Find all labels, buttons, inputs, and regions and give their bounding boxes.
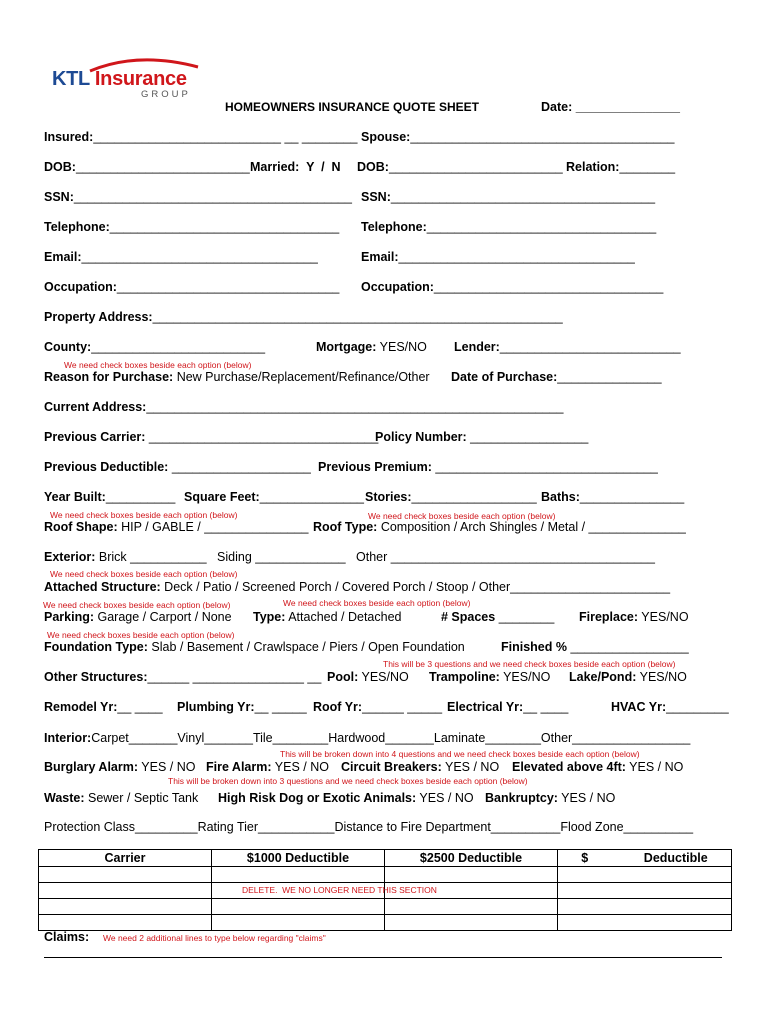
foundation-label: Foundation Type: [44,640,148,654]
married-label: Married: [250,160,300,174]
square-feet-field[interactable]: _______________ [259,490,364,504]
ssn-field[interactable]: ________________________________________ [73,190,352,204]
fire-alarm-label: Fire Alarm: [206,760,272,774]
table-cell[interactable] [212,899,385,915]
roof-yr-field[interactable]: ______ _____ [362,700,443,714]
table-header-2500: $2500 Deductible [385,850,558,867]
table-header-row [39,850,732,867]
property-address-row [44,310,563,325]
county-row [44,340,265,355]
hvac-label: HVAC Yr: [611,700,667,714]
logo-wordmark [52,68,187,91]
plumbing-field[interactable]: __ _____ [254,700,307,714]
burglary-row [44,760,195,775]
policy-number-row [375,430,588,445]
lender-label: Lender: [454,340,500,354]
roof-type-options[interactable]: Composition / Arch Shingles / Metal / ______________ [377,520,686,534]
roof-shape-label: Roof Shape: [44,520,118,534]
parking-options[interactable]: Garage / Carport / None [94,610,232,624]
hvac-field[interactable]: _________ [666,700,729,714]
parking-row [44,610,232,625]
plumbing-label: Plumbing Yr: [177,700,255,714]
previous-deductible-row [44,460,311,475]
spaces-field[interactable]: ________ [495,610,555,624]
exterior-row [44,550,655,565]
spouse-ssn-row [361,190,655,205]
spouse-email-label: Email: [361,250,399,264]
relation-label: Relation: [566,160,620,174]
spouse-dob-label: DOB: [357,160,389,174]
pool-options[interactable]: YES/NO [358,670,409,684]
fireplace-options[interactable]: YES/NO [638,610,689,624]
year-built-row [44,490,175,505]
interior-row [44,731,690,746]
previous-carrier-label: Previous Carrier: [44,430,146,444]
policy-number-label: Policy Number: [375,430,467,444]
insured-row [44,130,357,145]
table-cell[interactable] [558,899,732,915]
relation-row [566,160,675,175]
remodel-field[interactable]: __ ____ [117,700,163,714]
hvac-row [611,700,729,715]
date-field[interactable]: Date: _______________ [541,100,681,114]
table-cell[interactable] [385,915,558,931]
spouse-label: Spouse: [361,130,411,144]
insured-field[interactable]: ___________________________ __ ________ [93,130,358,144]
date-purchase-row [451,370,662,385]
claims-line[interactable] [44,957,722,958]
table-cell[interactable] [39,883,212,899]
previous-carrier-field[interactable]: _________________________________ [145,430,379,444]
property-address-label: Property Address: [44,310,153,324]
electrical-row [447,700,568,715]
note-roof-type: We need check boxes beside each option (below) [368,511,556,521]
mortgage-row [316,340,427,355]
lake-pond-row [569,670,687,685]
email-label: Email: [44,250,82,264]
table-cell[interactable] [558,867,732,883]
year-built-label: Year Built: [44,490,106,504]
waste-row [44,791,198,806]
pool-label: Pool: [327,670,359,684]
note-delete-section: DELETE. WE NO LONGER NEED THIS SECTION [242,885,437,895]
email-field[interactable]: __________________________________ [81,250,318,264]
current-address-row [44,400,563,415]
ssn-label: SSN: [44,190,74,204]
burglary-label: Burglary Alarm: [44,760,139,774]
dob-row [44,160,250,175]
table-row [39,867,732,883]
square-feet-label: Square Feet: [184,490,260,504]
telephone-field[interactable]: _________________________________ [109,220,340,234]
table-cell[interactable] [385,899,558,915]
baths-field[interactable]: _______________ [579,490,685,504]
fire-alarm-options[interactable]: YES / NO [271,760,329,774]
current-address-label: Current Address: [44,400,147,414]
baths-label: Baths: [541,490,580,504]
table-cell[interactable] [39,899,212,915]
fireplace-row [579,610,689,625]
table-header-1000: $1000 Deductible [212,850,385,867]
spouse-occupation-row [361,280,663,295]
email-row [44,250,318,265]
elevated-row [512,760,683,775]
married-row [250,160,341,175]
interior-options[interactable]: Carpet_______Vinyl_______Tile________Hardwood_______Laminate________Other_________________ [91,731,691,745]
circuit-options[interactable]: YES / NO [441,760,500,774]
other-structures-row [44,670,321,685]
trampoline-options[interactable]: YES/NO [499,670,551,684]
type-row [253,610,401,625]
plumbing-row [177,700,307,715]
roof-yr-row [313,700,442,715]
type-options[interactable]: Attached / Detached [285,610,402,624]
other-structures-label: Other Structures: [44,670,148,684]
roof-shape-row [44,520,309,535]
finished-field[interactable]: _________________ [566,640,689,654]
circuit-row [341,760,499,775]
stories-label: Stories: [365,490,412,504]
remodel-row [44,700,163,715]
high-risk-label: High Risk Dog or Exotic Animals: [218,791,417,805]
note-alarms: This will be broken down into 4 questions and we need check boxes beside each option (below) [280,749,640,759]
trampoline-row [429,670,550,685]
spouse-row [361,130,675,145]
ssn-row [44,190,352,205]
finished-label: Finished % [501,640,567,654]
telephone-row [44,220,339,235]
previous-deductible-field[interactable]: ____________________ [168,460,311,474]
page-title: HOMEOWNERS INSURANCE QUOTE SHEET [225,100,480,114]
previous-carrier-row [44,430,378,445]
claims-label: Claims: [44,930,90,944]
married-options[interactable]: Y / N [306,160,341,174]
spouse-telephone-row [361,220,656,235]
logo-group-text: GROUP [141,89,191,100]
waste-label: Waste: [44,791,85,805]
high-risk-row [218,791,474,806]
elevated-options[interactable]: YES / NO [625,760,684,774]
fire-alarm-row [206,760,329,775]
table-cell[interactable] [558,883,732,899]
note-roof-shape: We need check boxes beside each option (below) [50,510,238,520]
exterior-label: Exterior: [44,550,96,564]
table-cell[interactable] [212,867,385,883]
note-type: We need check boxes beside each option (below) [283,598,471,608]
occupation-label: Occupation: [44,280,117,294]
reason-label: Reason for Purchase: [44,370,174,384]
table-cell[interactable] [558,915,732,931]
reason-options[interactable]: New Purchase/Replacement/Refinance/Other [173,370,430,384]
electrical-field[interactable]: __ ____ [523,700,569,714]
spaces-row [441,610,554,625]
note-claims: We need 2 additional lines to type below regarding "claims" [103,933,326,943]
lake-pond-options[interactable]: YES/NO [636,670,687,684]
square-feet-row [184,490,364,505]
note-other-structures: This will be 3 questions and we need check boxes beside each option (below) [383,659,676,669]
circuit-label: Circuit Breakers: [341,760,442,774]
spaces-label: # Spaces [441,610,496,624]
telephone-label: Telephone: [44,220,110,234]
spouse-telephone-field[interactable]: _________________________________ [426,220,657,234]
logo-ktl-text: KTL [52,68,90,90]
bankruptcy-options[interactable]: YES / NO [557,791,616,805]
spouse-ssn-field[interactable]: ______________________________________ [390,190,656,204]
previous-premium-field[interactable]: ________________________________ [431,460,658,474]
property-address-field[interactable]: ___________________________________________________________ [152,310,563,324]
spouse-email-field[interactable]: __________________________________ [398,250,635,264]
foundation-row [44,640,465,655]
burglary-options[interactable]: YES / NO [138,760,196,774]
note-parking: We need check boxes beside each option (below) [43,600,231,610]
table-cell[interactable] [385,867,558,883]
stories-field[interactable]: __________________ [411,490,537,504]
spouse-ssn-label: SSN: [361,190,391,204]
mortgage-label: Mortgage: [316,340,377,354]
occupation-field[interactable]: ________________________________ [116,280,340,294]
lake-pond-label: Lake/Pond: [569,670,637,684]
lender-row [454,340,681,355]
interior-label: Interior: [44,731,92,745]
note-foundation: We need check boxes beside each option (below) [47,630,235,640]
protection-row[interactable]: Protection Class_________Rating Tier___________Distance to Fire Department__________Flood Zone__________ [44,820,694,834]
table-header-carrier: Carrier [39,850,212,867]
table-row [39,915,732,931]
other-structures-field[interactable]: ______ ________________ __ [147,670,322,684]
spouse-occupation-field[interactable]: _________________________________ [433,280,664,294]
spouse-email-row [361,250,635,265]
date-purchase-label: Date of Purchase: [451,370,558,384]
attached-options[interactable]: Deck / Patio / Screened Porch / Covered Porch / Stoop / Other_______________________ [160,580,671,594]
electrical-label: Electrical Yr: [447,700,524,714]
previous-premium-label: Previous Premium: [318,460,432,474]
high-risk-options[interactable]: YES / NO [416,791,474,805]
dob-field[interactable]: _________________________ [75,160,250,174]
fireplace-label: Fireplace: [579,610,639,624]
foundation-options[interactable]: Slab / Basement / Crawlspace / Piers / Open Foundation [147,640,465,654]
bankruptcy-row [485,791,615,806]
year-built-field[interactable]: __________ [105,490,176,504]
parking-label: Parking: [44,610,95,624]
note-attached: We need check boxes beside each option (below) [50,569,238,579]
elevated-label: Elevated above 4ft: [512,760,626,774]
remodel-label: Remodel Yr: [44,700,118,714]
roof-yr-label: Roof Yr: [313,700,363,714]
note-waste: This will be broken down into 3 questions and we need check boxes beside each option (below) [168,776,528,786]
logo-insurance-text: Insurance [94,68,187,90]
insured-label: Insured: [44,130,94,144]
date-purchase-field[interactable]: _______________ [557,370,662,384]
reason-row [44,370,430,385]
policy-number-field[interactable]: _________________ [466,430,589,444]
table-header-custom: $ Deductible [558,850,732,867]
table-cell[interactable] [39,915,212,931]
lender-field[interactable]: __________________________ [499,340,681,354]
previous-deductible-label: Previous Deductible: [44,460,169,474]
pool-row [327,670,409,685]
county-field[interactable]: _________________________ [91,340,266,354]
baths-row [541,490,684,505]
waste-options[interactable]: Sewer / Septic Tank [84,791,199,805]
spouse-dob-field[interactable]: _________________________ [388,160,563,174]
spouse-dob-row [357,160,563,175]
spouse-occupation-label: Occupation: [361,280,434,294]
attached-label: Attached Structure: [44,580,161,594]
stories-row [365,490,537,505]
exterior-options[interactable]: Brick ___________ Siding _____________ Other ______________________________________ [95,550,655,564]
roof-type-row [313,520,686,535]
table-cell[interactable] [212,915,385,931]
type-label: Type: [253,610,286,624]
note-reason: We need check boxes beside each option (below) [64,360,252,370]
table-cell[interactable] [39,867,212,883]
previous-premium-row [318,460,658,475]
occupation-row [44,280,339,295]
trampoline-label: Trampoline: [429,670,500,684]
current-address-field[interactable]: ____________________________________________________________ [146,400,564,414]
spouse-field[interactable]: ______________________________________ [410,130,675,144]
county-label: County: [44,340,92,354]
dob-label: DOB: [44,160,76,174]
table-row [39,899,732,915]
bankruptcy-label: Bankruptcy: [485,791,558,805]
roof-type-label: Roof Type: [313,520,378,534]
mortgage-options[interactable]: YES/NO [376,340,427,354]
spouse-telephone-label: Telephone: [361,220,427,234]
attached-row [44,580,670,595]
relation-field[interactable]: ________ [619,160,676,174]
finished-row [501,640,689,655]
roof-shape-options[interactable]: HIP / GABLE / _______________ [117,520,309,534]
